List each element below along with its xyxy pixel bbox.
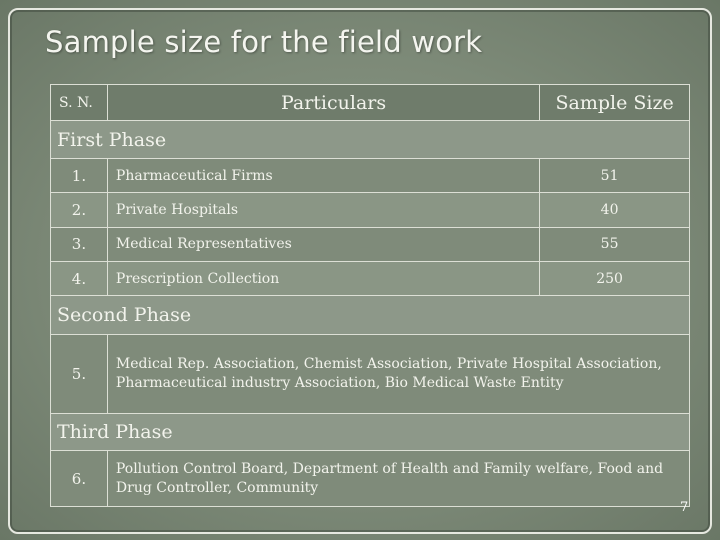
row-sample-size: 55 [540,227,690,261]
sample-size-table [50,84,690,507]
slide-title: Sample size for the field work [45,25,483,59]
table-row [51,262,690,296]
row-particulars: Prescription Collection [107,262,539,296]
page-number: 7 [680,500,689,515]
header-sn: S. N. [51,85,108,121]
row-sn: 2. [51,193,108,227]
row-sn: 5. [51,334,108,413]
row-particulars: Pollution Control Board, Department of Health and Family welfare, Food and Drug Controller, Community [107,451,689,507]
row-sample-size: 40 [540,193,690,227]
row-sample-size: 250 [540,262,690,296]
row-sn: 3. [51,227,108,261]
table-header-row [51,85,690,121]
phase-row-first [51,121,690,158]
table-row [51,451,690,507]
row-sn: 1. [51,158,108,192]
row-sn: 6. [51,451,108,507]
row-particulars: Private Hospitals [107,193,539,227]
table-row [51,334,690,413]
phase-row-second [51,296,690,334]
row-sn: 4. [51,262,108,296]
table-row [51,227,690,261]
header-sample-size: Sample Size [540,85,690,121]
header-particulars: Particulars [107,85,539,121]
phase-row-third [51,413,690,450]
row-particulars: Medical Rep. Association, Chemist Association, Private Hospital Association, Pharmaceutical industry Association, Bio Medical Waste Entity [107,334,689,413]
table-row [51,158,690,192]
phase-label: Second Phase [51,296,690,334]
row-particulars: Pharmaceutical Firms [107,158,539,192]
table-row [51,193,690,227]
phase-label: First Phase [51,121,690,158]
phase-label: Third Phase [51,413,690,450]
row-particulars: Medical Representatives [107,227,539,261]
row-sample-size: 51 [540,158,690,192]
